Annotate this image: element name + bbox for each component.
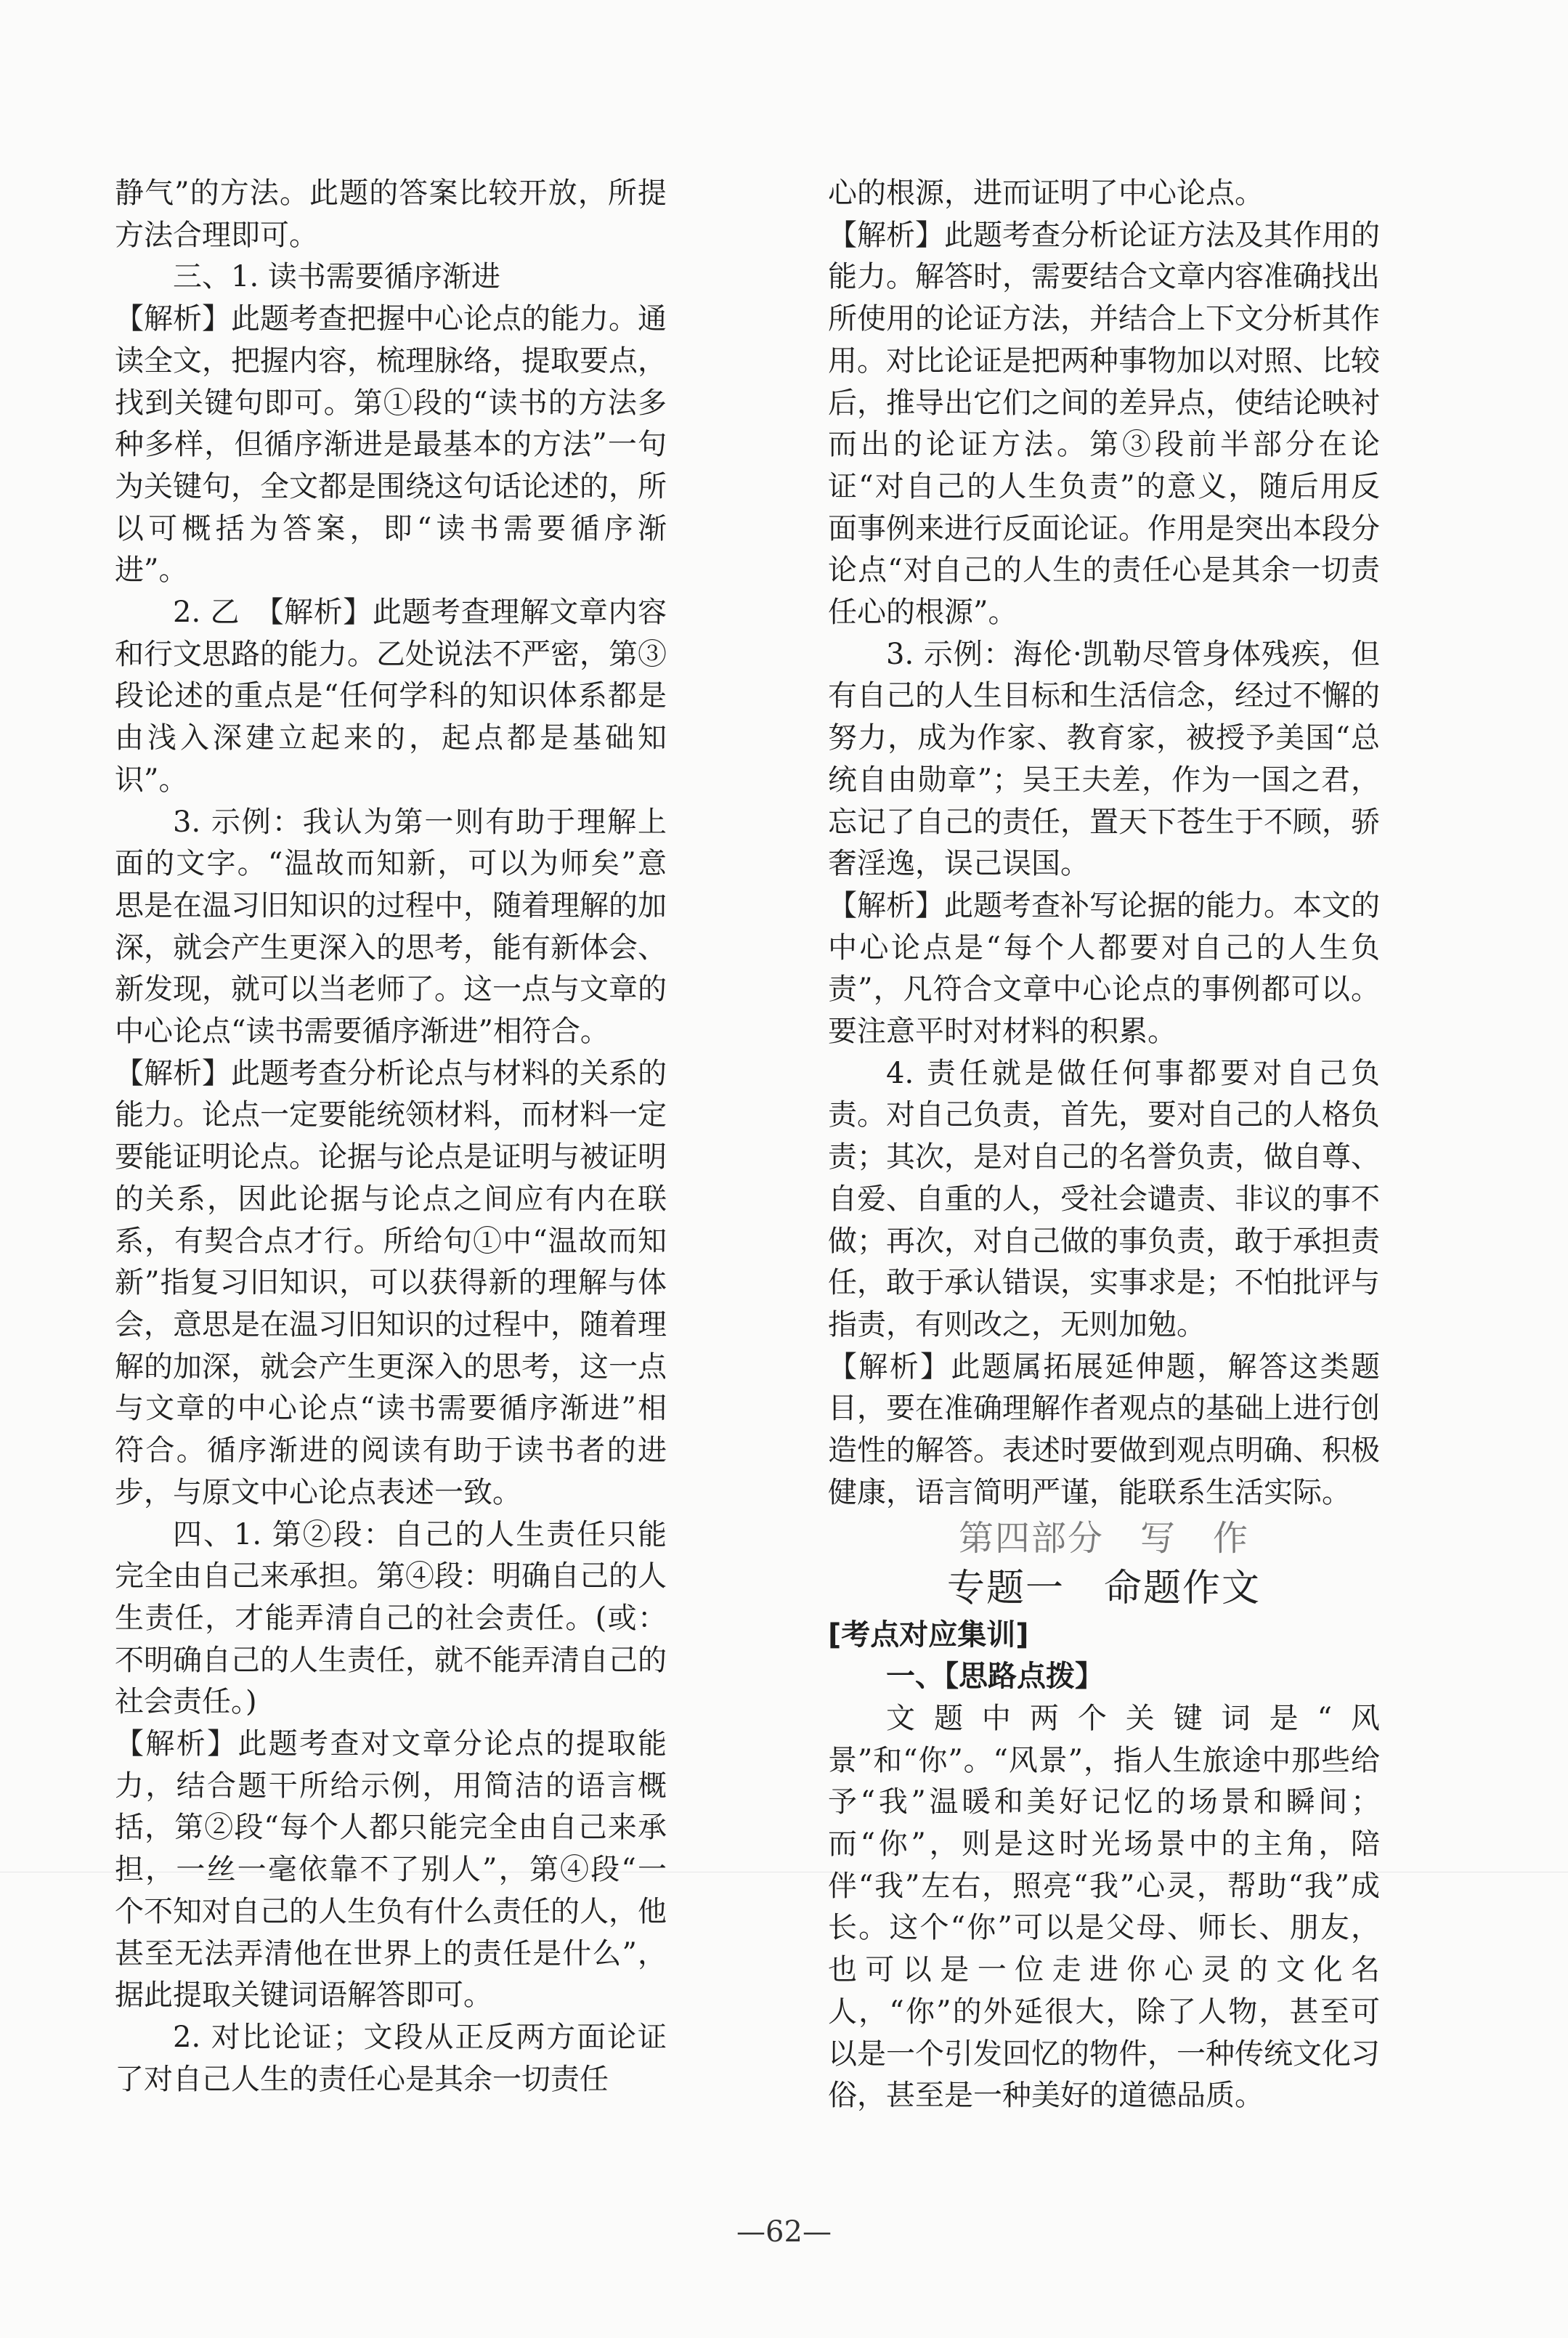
subsection-label: 一、【思路点拨】 — [886, 1660, 1104, 1694]
analysis-paragraph: 【解析】此题考查分析论证方法及其作用的能力。解答时，需要结合文章内容准确找出所使用的论证方法，并结合上下文分析其作用。对比论证是把两种事物加以对照、比较后，推导出它们之间的差异点，使结论映衬而出的论证方法。第③段前半部分在论证“对自己的人生负责”的意义，随后用反面事例来进行反面论证。作用是突出本段分论点“对自己的人生的责任心是其余一切责任心的根源”。 — [828, 218, 1380, 630]
paragraph: 3. 示例：我认为第一则有助于理解上面的文字。“温故而知新，可以为师矣”意思是在温习旧知识的过程中，随着理解的加深，就会产生更深入的思考，能有新体会、新发现，就可以当老师了。这一点与文章的中心论点“读书需要循序渐进”相符合。 — [115, 805, 667, 1049]
analysis-paragraph: 【解析】此题考查对文章分论点的提取能力，结合题干所给示例，用简洁的语言概括，第②段“每个人都只能完全由自己来承担，一丝一毫依靠不了别人”，第④段“一个不知对自己的人生负有什么责任的人，他甚至无法弄清他在世界上的责任是什么”，据此提取关键词语解答即可。 — [115, 1727, 667, 2013]
paragraph: 2. 对比论证；文段从正反两方面论证了对自己人生的责任心是其余一切责任 — [115, 2020, 667, 2096]
analysis-paragraph: 【解析】此题考查补写论据的能力。本文的中心论点是“每个人都要对自己的人生负责”，凡符合文章中心论点的事例都可以。要注意平时对材料的积累。 — [828, 888, 1380, 1049]
analysis-paragraph: 【解析】此题考查把握中心论点的能力。通读全文，把握内容，梳理脉络，提取要点，找到关键句即可。第①段的“读书的方法多种多样，但循序渐进是最基本的方法”一句为关键句，全文都是围绕这句话论述的，所以可概括为答案，即“读书需要循序渐进”。 — [115, 302, 667, 588]
paragraph: 2. 乙 【解析】此题考查理解文章内容和行文思路的能力。乙处说法不严密，第③段论述的重点是“任何学科的知识体系都是由浅入深建立起来的，起点都是基础知识”。 — [115, 596, 667, 797]
paragraph: 文题中两个关键词是“风景”和“你”。“风景”，指人生旅途中那些给予“我”温暖和美好记忆的场景和瞬间；而“你”，则是这时光场景中的主角，陪伴“我”左右，照亮“我”心灵，帮助“我”成长。这个“你”可以是父母、师长、朋友，也可以是一位走进你心灵的文化名人，“你”的外延很大，除了人物，甚至可以是一个引发回忆的物件，一种传统文化习俗，甚至是一种美好的道德品质。 — [828, 1701, 1380, 2113]
page-number: —62— — [736, 2215, 832, 2249]
analysis-paragraph: 【解析】此题属拓展延伸题，解答这类题目，要在准确理解作者观点的基础上进行创造性的解答。表述时要做到观点明确、积极健康，语言简明严谨，能联系生活实际。 — [828, 1349, 1380, 1509]
paragraph: 静气”的方法。此题的答案比较开放，所提方法合理即可。 — [115, 176, 667, 252]
part-heading: 第四部分 写 作 — [958, 1517, 1249, 1559]
topic-heading: 专题一 命题作文 — [946, 1566, 1261, 1610]
left-column — [115, 173, 667, 2100]
paragraph: 3. 示例：海伦·凯勒尽管身体残疾，但有自己的人生目标和生活信念，经过不懈的努力，成为作家、教育家，被授予美国“总统自由勋章”；吴王夫差，作为一国之君，忘记了自己的责任，置天下苍生于不顾，骄奢淫逸，误己误国。 — [828, 637, 1380, 881]
section-label: [考点对应集训] — [828, 1617, 1029, 1652]
paragraph: 四、1. 第②段：自己的人生责任只能完全由自己来承担。第④段：明确自己的人生责任，才能弄清自己的社会责任。(或：不明确自己的人生责任，就不能弄清自己的社会责任。) — [115, 1517, 667, 1719]
paragraph: 4. 责任就是做任何事都要对自己负责。对自己负责，首先，要对自己的人格负责；其次，是对自己的名誉负责，做自尊、自爱、自重的人，受社会谴责、非议的事不做；再次，对自己做的事负责，敢于承担责任，敢于承认错误，实事求是；不怕批评与指责，有则改之，无则加勉。 — [828, 1056, 1380, 1341]
answer-heading: 三、1. 读书需要循序渐进 — [173, 260, 500, 294]
analysis-paragraph: 【解析】此题考查分析论点与材料的关系的能力。论点一定要能统领材料，而材料一定要能证明论点。论据与论点是证明与被证明的关系，因此论据与论点之间应有内在联系，有契合点才行。所给句①中“温故而知新”指复习旧知识，可以获得新的理解与体会，意思是在温习旧知识的过程中，随着理解的加深，就会产生更深入的思考，这一点与文章的中心论点“读书需要循序渐进”相符合。循序渐进的阅读有助于读书者的进步，与原文中心论点表述一致。 — [115, 1056, 667, 1509]
right-column — [828, 173, 1380, 2117]
paragraph: 心的根源，进而证明了中心论点。 — [828, 176, 1264, 210]
